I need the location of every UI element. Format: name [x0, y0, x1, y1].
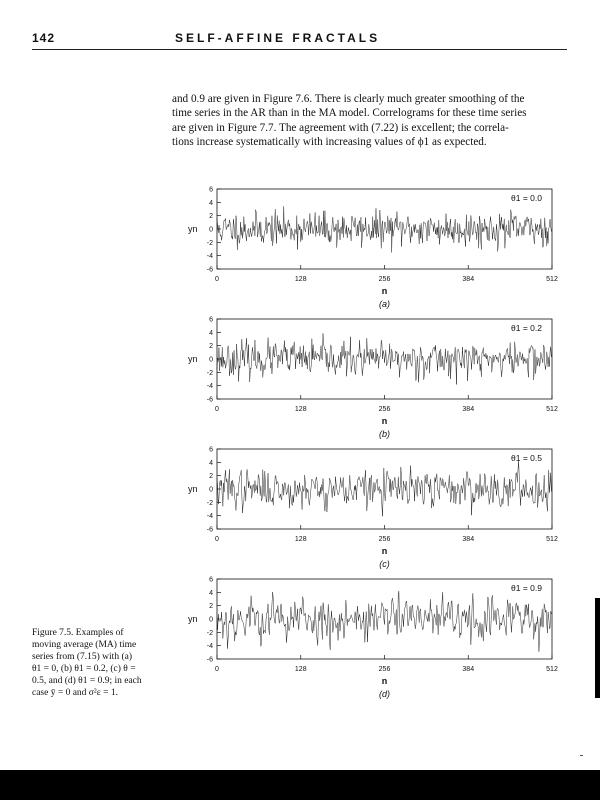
- series-line: [217, 333, 551, 384]
- caption-line: Figure 7.5. Examples of: [32, 628, 124, 638]
- x-tick-label: 384: [462, 276, 475, 283]
- series-line: [217, 591, 551, 652]
- series-line: [217, 206, 551, 252]
- x-axis-label: n: [381, 676, 388, 686]
- panel-label: (c): [379, 559, 390, 569]
- y-tick-label: -4: [206, 383, 213, 391]
- y-tick-label: -2: [206, 499, 213, 507]
- x-tick-label: 128: [294, 276, 307, 283]
- x-tick-label: 128: [294, 406, 307, 413]
- plot-frame: [217, 189, 552, 269]
- y-axis-label: yn: [188, 484, 198, 494]
- caption-line: series from (7.15) with (a): [32, 652, 132, 662]
- theta-annotation: θ1 = 0.2: [511, 323, 542, 333]
- caption-line: case ȳ = 0 and σ²ε = 1.: [32, 688, 118, 698]
- body-line: time series in the AR than in the MA model. Correlograms for these time series: [172, 107, 527, 120]
- y-tick-label: -4: [206, 643, 213, 651]
- theta-annotation: θ1 = 0.9: [511, 583, 542, 593]
- y-tick-label: 6: [209, 576, 213, 584]
- x-tick-label: 512: [546, 406, 558, 413]
- x-axis-label: n: [381, 286, 388, 296]
- y-tick-label: -6: [206, 266, 213, 274]
- x-axis-label: n: [381, 416, 388, 426]
- x-tick-label: 256: [378, 666, 391, 673]
- body-line: tions increase systematically with increasing values of ϕ1 as expected.: [172, 136, 487, 149]
- scan-bottom-band: [0, 770, 600, 800]
- y-tick-label: 0: [209, 616, 213, 624]
- y-tick-label: 6: [209, 446, 213, 454]
- y-tick-label: 2: [209, 473, 213, 481]
- figure-panels: [150, 178, 570, 708]
- y-tick-label: 4: [209, 459, 213, 467]
- x-axis-label: n: [381, 546, 388, 556]
- x-tick-label: 512: [546, 276, 558, 283]
- series-line: [217, 461, 551, 516]
- y-tick-label: 4: [209, 329, 213, 337]
- body-line: and 0.9 are given in Figure 7.6. There is clearly much greater smoothing of the: [172, 93, 525, 105]
- y-axis-label: yn: [188, 354, 198, 364]
- theta-annotation: θ1 = 0.0: [511, 193, 542, 203]
- y-tick-label: -2: [206, 369, 213, 377]
- x-tick-label: 384: [462, 666, 475, 673]
- page-number: 142: [32, 31, 56, 45]
- y-tick-label: 2: [209, 603, 213, 611]
- y-tick-label: 6: [209, 186, 213, 194]
- x-tick-label: 0: [215, 406, 219, 413]
- y-tick-label: -4: [206, 253, 213, 261]
- y-tick-label: -6: [206, 526, 213, 534]
- x-tick-label: 256: [378, 406, 391, 413]
- body-line: are given in Figure 7.7. The agreement with (7.22) is excellent; the correla-: [172, 121, 509, 134]
- y-tick-label: -6: [206, 396, 213, 404]
- x-tick-label: 256: [378, 536, 391, 543]
- caption-line: moving average (MA) time: [32, 640, 137, 650]
- panel-label: (b): [379, 429, 390, 439]
- panel-label: (d): [379, 689, 390, 699]
- body-paragraph: [172, 92, 564, 150]
- x-tick-label: 0: [215, 666, 219, 673]
- y-axis-label: yn: [188, 224, 198, 234]
- figure-caption: [32, 627, 152, 699]
- y-tick-label: -2: [206, 239, 213, 247]
- x-tick-label: 512: [546, 536, 558, 543]
- y-tick-label: 0: [209, 356, 213, 364]
- figure-7-5: [150, 178, 570, 713]
- caption-line: θ1 = 0, (b) θ1 = 0.2, (c) θ =: [32, 664, 136, 674]
- x-tick-label: 384: [462, 536, 475, 543]
- running-title: SELF-AFFINE FRACTALS: [175, 31, 381, 45]
- y-axis-label: yn: [188, 614, 198, 624]
- y-tick-label: 0: [209, 226, 213, 234]
- x-tick-label: 384: [462, 406, 475, 413]
- x-tick-label: 128: [294, 536, 307, 543]
- y-tick-label: 4: [209, 199, 213, 207]
- caption-line: 0.5, and (d) θ1 = 0.9; in each: [32, 676, 142, 686]
- x-tick-label: 512: [546, 666, 558, 673]
- y-tick-label: -6: [206, 656, 213, 664]
- y-tick-label: 6: [209, 316, 213, 324]
- theta-annotation: θ1 = 0.5: [511, 453, 542, 463]
- scan-speck: [580, 755, 583, 756]
- y-tick-label: 4: [209, 589, 213, 597]
- y-tick-label: 2: [209, 343, 213, 351]
- x-tick-label: 0: [215, 276, 219, 283]
- plot-frame: [217, 579, 552, 659]
- x-tick-label: 128: [294, 666, 307, 673]
- y-tick-label: 0: [209, 486, 213, 494]
- y-tick-label: -2: [206, 629, 213, 637]
- scan-edge-mark: [595, 598, 600, 698]
- x-tick-label: 0: [215, 536, 219, 543]
- x-tick-label: 256: [378, 276, 391, 283]
- y-tick-label: 2: [209, 213, 213, 221]
- y-tick-label: -4: [206, 513, 213, 521]
- plot-frame: [217, 319, 552, 399]
- panel-label: (a): [379, 299, 390, 309]
- header-rule: [32, 49, 567, 50]
